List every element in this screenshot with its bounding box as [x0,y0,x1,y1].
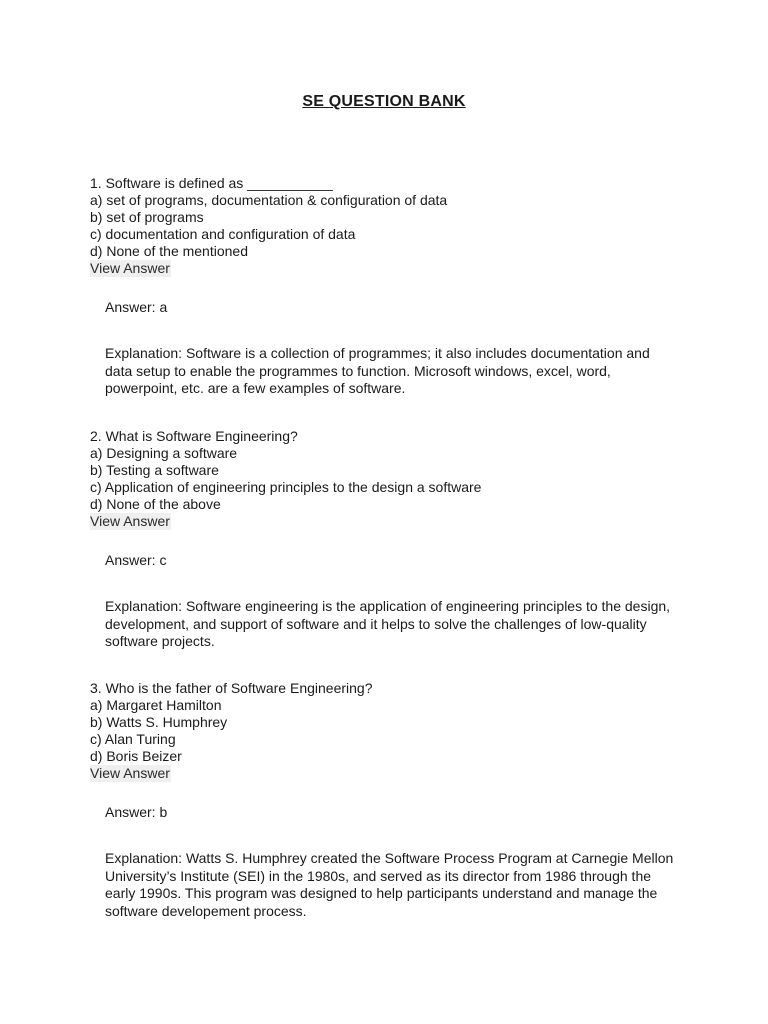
option-b: b) set of programs [90,209,204,225]
explanation-text: Explanation: Watts S. Humphrey created the Software Process Program at Carnegie Mellon University’s Institute (SEI) in the 1980s, and served as its director from 1986 through the early 1990s. This program was designed to help participants understand and manage the software developement process. [105,850,674,919]
page-title: SE QUESTION BANK [302,93,466,110]
question-text: 3. Who is the father of Software Engineering? [90,680,373,696]
question-block-3 [90,680,690,919]
option-a: a) Designing a software [90,445,238,461]
option-d: d) None of the mentioned [90,243,248,259]
option-b: b) Watts S. Humphrey [90,714,228,730]
answer-text: Answer: c [105,552,167,568]
option-d: d) None of the above [90,496,221,512]
explanation-text: Explanation: Software engineering is the application of engineering principles to the design, development, and support of software and it helps to solve the challenges of low-quality software projects. [105,598,671,649]
view-answer-button[interactable]: View Answer [90,260,170,276]
option-d: d) Boris Beizer [90,748,182,764]
explanation-text: Explanation: Software is a collection of programmes; it also includes documentation and data setup to enable the programmes to function. Microsoft windows, excel, word, powerpoint, etc. are a few examples of software. [105,345,650,396]
option-a: a) set of programs, documentation & configuration of data [90,192,448,208]
option-c: c) Alan Turing [90,731,176,747]
question-text: 2. What is Software Engineering? [90,428,298,444]
question-block-1 [90,175,690,396]
question-block-2 [90,428,690,649]
question-text: 1. Software is defined as ___________ [90,175,333,191]
option-b: b) Testing a software [90,462,219,478]
answer-text: Answer: b [105,804,168,820]
option-c: c) Application of engineering principles to the design a software [90,479,482,495]
answer-text: Answer: a [105,299,168,315]
view-answer-button[interactable]: View Answer [90,513,170,529]
option-c: c) documentation and configuration of data [90,226,356,242]
option-a: a) Margaret Hamilton [90,697,222,713]
view-answer-button[interactable]: View Answer [90,765,170,781]
